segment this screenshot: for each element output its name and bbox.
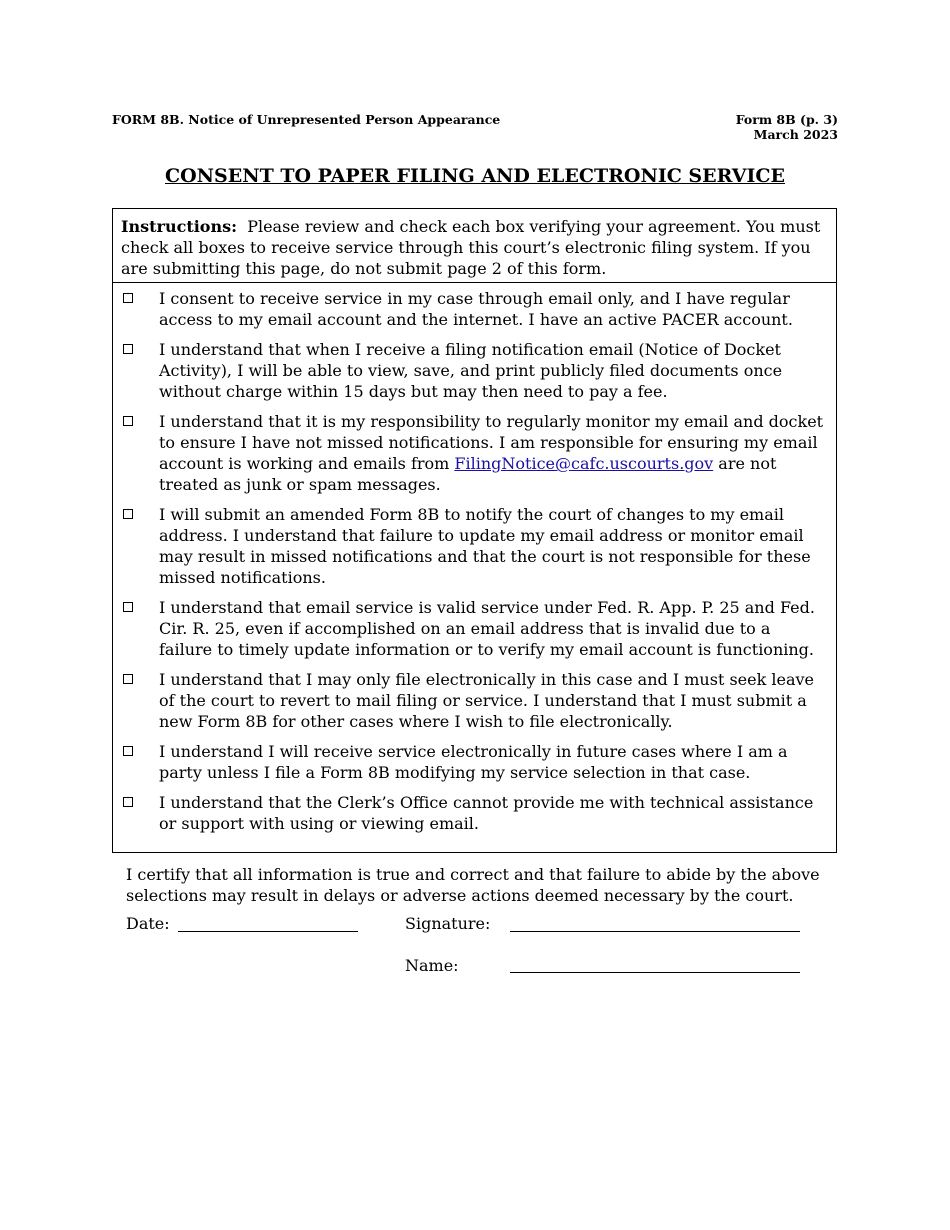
consent-text-5: I understand that email service is valid service under Fed. R. App. P. 25 and Fed. Cir. R. 25, even if accomplished on an email address that is invalid due to a failure to timely update information or to verify my email account is functioning. — [159, 598, 815, 659]
consent-checkbox-8[interactable] — [123, 797, 133, 807]
instructions — [113, 209, 836, 283]
consent-checkbox-6[interactable] — [123, 674, 133, 684]
consent-item-2 — [121, 339, 828, 402]
instructions-text: Please review and check each box verifying your agreement. You must check all boxes to receive service through this court’s electronic filing system. If you are submitting this page, do not submit page 2 of this form. — [121, 217, 821, 278]
instructions-label: Instructions: — [121, 217, 238, 236]
consent-item-5 — [121, 597, 828, 660]
date-field[interactable] — [178, 931, 358, 932]
consent-item-3 — [121, 411, 828, 495]
consent-text-7: I understand I will receive service electronically in future cases where I am a party unless I file a Form 8B modifying my service selection in that case. — [159, 742, 788, 782]
page-label: Form 8B (p. 3) — [735, 112, 838, 127]
consent-item-1 — [121, 288, 828, 330]
name-field[interactable] — [510, 972, 800, 973]
consent-text-3-before: I understand that it is my responsibility to regularly monitor my email and docket to ensure I have not missed notifications. I am responsible for ensuring my email account is working and emails from — [159, 412, 824, 473]
date-label: Date: — [126, 914, 170, 933]
consent-checkbox-7[interactable] — [123, 746, 133, 756]
consent-text-2: I understand that when I receive a filing notification email (Notice of Docket Activity), I will be able to view, save, and print publicly filed documents once without charge within 15 days but may then need to pay a fee. — [159, 340, 783, 401]
consent-checkbox-5[interactable] — [123, 602, 133, 612]
page-title: CONSENT TO PAPER FILING AND ELECTRONIC SERVICE — [165, 165, 785, 187]
signature-field[interactable] — [510, 931, 800, 932]
consent-checkbox-1[interactable] — [123, 293, 133, 303]
consent-text-1: I consent to receive service in my case through email only, and I have regular access to my email account and the internet. I have an active PACER account. — [159, 289, 793, 329]
consent-item-7 — [121, 741, 828, 783]
filing-notice-email-link[interactable]: FilingNotice@cafc.uscourts.gov — [454, 454, 714, 473]
consent-text-8: I understand that the Clerk’s Office cannot provide me with technical assistance or support with using or viewing email. — [159, 793, 814, 833]
consent-text-3 — [159, 411, 828, 495]
consent-list — [113, 283, 836, 834]
consent-item-4 — [121, 504, 828, 588]
consent-text-4: I will submit an amended Form 8B to notify the court of changes to my email address. I understand that failure to update my email address or monitor email may result in missed notifications and that the court is not responsible for these missed notifications. — [159, 505, 811, 587]
consent-text-6: I understand that I may only file electronically in this case and I must seek leave of the court to revert to mail filing or service. I understand that I must submit a new Form 8B for other cases where I wish to file electronically. — [159, 670, 815, 731]
consent-checkbox-2[interactable] — [123, 344, 133, 354]
form-title: FORM 8B. Notice of Unrepresented Person Appearance — [112, 112, 501, 127]
consent-text-3-after: are not treated as junk or spam messages. — [159, 454, 777, 494]
consent-box — [112, 208, 837, 853]
consent-checkbox-3[interactable] — [123, 416, 133, 426]
signature-label: Signature: — [405, 914, 491, 933]
certification-statement: I certify that all information is true and correct and that failure to abide by the above selections may result in delays or adverse actions deemed necessary by the court. — [126, 865, 820, 905]
consent-item-8 — [121, 792, 828, 834]
page-info — [736, 112, 838, 142]
consent-item-6 — [121, 669, 828, 732]
consent-checkbox-4[interactable] — [123, 509, 133, 519]
name-label: Name: — [405, 956, 459, 975]
revision-date: March 2023 — [753, 127, 838, 142]
